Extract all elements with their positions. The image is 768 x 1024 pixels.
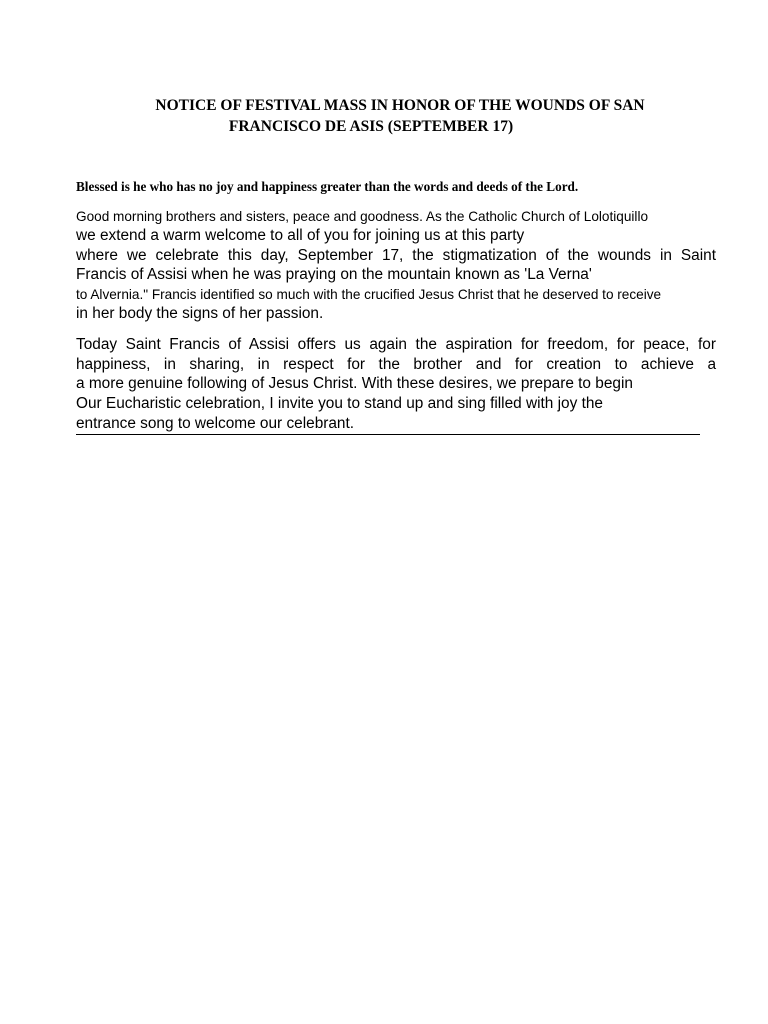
paragraph-line: entrance song to welcome our celebrant. bbox=[76, 414, 355, 432]
paragraph-line: happiness, in sharing, in respect for the brother and for creation to achieve a bbox=[76, 355, 716, 373]
paragraph-line: Today Saint Francis of Assisi offers us again the aspiration for freedom, for peace, for bbox=[76, 336, 716, 353]
bottom-rule bbox=[76, 434, 700, 435]
paragraph-line: in her body the signs of her passion. bbox=[76, 304, 324, 322]
paragraph-line: a more genuine following of Jesus Christ. With these desires, we prepare to begin bbox=[76, 375, 633, 393]
paragraph-line: where we celebrate this day, September 17, the stigmatization of the wounds in Saint bbox=[76, 246, 716, 264]
paragraph-line: we extend a warm welcome to all of you for joining us at this party bbox=[76, 227, 525, 244]
welcome-paragraph bbox=[76, 207, 716, 323]
invitation-paragraph bbox=[76, 335, 716, 434]
title-line-1: NOTICE OF FESTIVAL MASS IN HONOR OF THE WOUNDS OF SAN bbox=[155, 97, 645, 114]
motto-text: Blessed is he who has no joy and happiness greater than the words and deeds of the Lord. bbox=[76, 179, 579, 194]
paragraph-line: Francis of Assisi when he was praying on the mountain known as 'La Verna' bbox=[76, 266, 592, 283]
paragraph-line: Our Eucharistic celebration, I invite you to stand up and sing filled with joy the bbox=[76, 395, 603, 413]
document-title bbox=[0, 95, 768, 137]
paragraph-line: Good morning brothers and sisters, peace and goodness. As the Catholic Church of Lolotiquillo bbox=[76, 209, 649, 224]
title-line-2: FRANCISCO DE ASIS (SEPTEMBER 17) bbox=[228, 118, 514, 135]
paragraph-line: to Alvernia." Francis identified so much with the crucified Jesus Christ that he deserved to receive bbox=[76, 286, 662, 302]
